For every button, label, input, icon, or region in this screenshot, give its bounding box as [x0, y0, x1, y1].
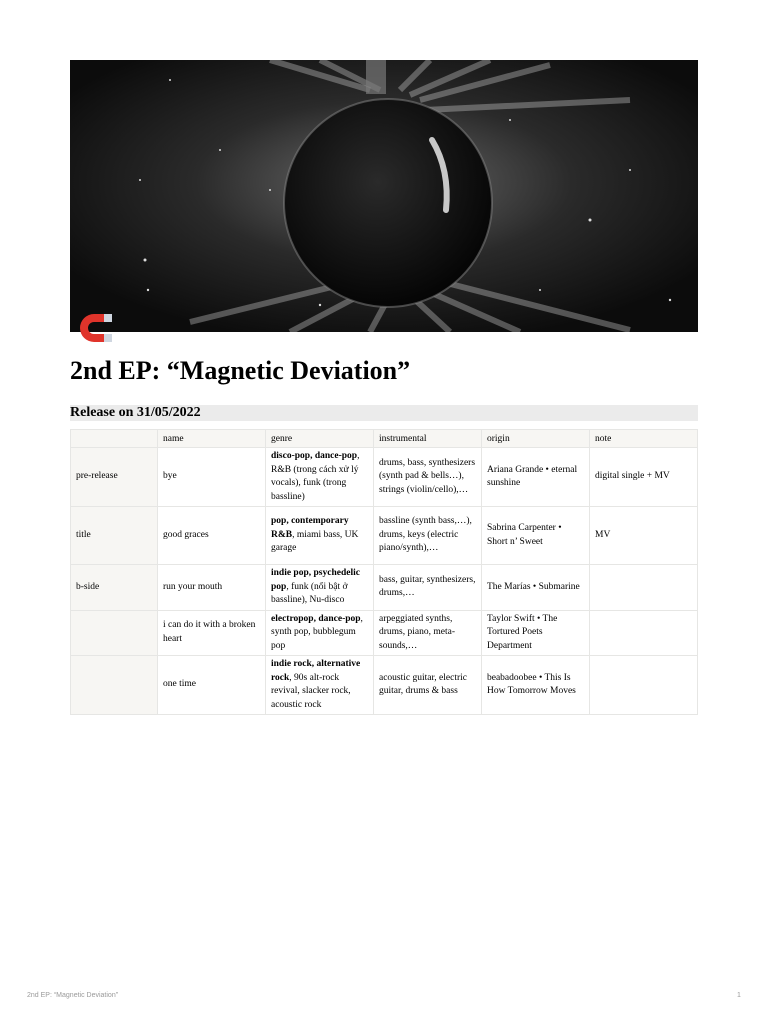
cell-genre [266, 610, 374, 656]
magnet-icon [72, 309, 116, 349]
cell-instrumental: acoustic guitar, electric guitar, drums & bass [374, 656, 482, 715]
table-row [71, 565, 698, 611]
cell-origin: Ariana Grande • eternal sunshine [482, 448, 590, 507]
cell-type: pre-release [71, 448, 158, 507]
genre-rest: , miami bass, UK garage [271, 529, 359, 554]
genre-bold: pop, contemporary R&B [271, 516, 349, 540]
header-instrumental: instrumental [374, 430, 482, 448]
cell-type: b-side [71, 565, 158, 611]
cell-name: i can do it with a broken heart [158, 610, 266, 656]
cell-name: run your mouth [158, 565, 266, 611]
cell-name: one time [158, 656, 266, 715]
cell-genre [266, 656, 374, 715]
cell-type: title [71, 507, 158, 565]
cell-genre [266, 448, 374, 507]
page-number: 1 [737, 992, 741, 999]
cell-name: good graces [158, 507, 266, 565]
cell-genre [266, 507, 374, 565]
cell-origin: The Marías • Submarine [482, 565, 590, 611]
header-note: note [590, 430, 698, 448]
cell-instrumental: bass, guitar, synthesizers, drums,… [374, 565, 482, 611]
genre-rest: , R&B (trong cách xử lý vocals), funk (trong bassline) [271, 451, 360, 502]
cell-genre [266, 565, 374, 611]
cell-instrumental: drums, bass, synthesizers (synth pad & bells…), strings (violin/cello),… [374, 448, 482, 507]
cell-origin: Sabrina Carpenter • Short n’ Sweet [482, 507, 590, 565]
table-row [71, 507, 698, 565]
genre-bold: disco-pop, dance-pop [271, 451, 358, 461]
cell-type [71, 610, 158, 656]
page-title: 2nd EP: “Magnetic Deviation” [70, 356, 411, 385]
genre-bold: indie pop, psychedelic pop [271, 568, 360, 592]
cell-type [71, 656, 158, 715]
cell-note: digital single + MV [590, 448, 698, 507]
genre-rest: , funk (nổi bật ở bassline), Nu-disco [271, 581, 348, 605]
cell-note [590, 565, 698, 611]
table-row [71, 448, 698, 507]
cell-note [590, 610, 698, 656]
release-heading: Release on 31/05/2022 [70, 405, 698, 421]
header-type [71, 430, 158, 448]
footer-title: 2nd EP: “Magnetic Deviation” [27, 992, 119, 999]
table-row [71, 656, 698, 715]
cell-origin: beabadoobee • This Is How Tomorrow Moves [482, 656, 590, 715]
header-name: name [158, 430, 266, 448]
cell-instrumental: bassline (synth bass,…), drums, keys (electric piano/synth),… [374, 507, 482, 565]
cell-note [590, 656, 698, 715]
genre-rest: , synth pop, bubblegum pop [271, 613, 363, 651]
cell-instrumental: arpeggiated synths, drums, piano, meta-sounds,… [374, 610, 482, 656]
cell-origin: Taylor Swift • The Tortured Poets Department [482, 610, 590, 656]
genre-rest: , 90s alt-rock revival, slacker rock, acoustic rock [271, 672, 351, 710]
cell-note: MV [590, 507, 698, 565]
header-origin: origin [482, 430, 590, 448]
cover-image [70, 60, 698, 332]
genre-bold: indie rock, alternative rock [271, 659, 361, 683]
cell-name: bye [158, 448, 266, 507]
table-header-row [71, 430, 698, 448]
tracklist-table [70, 429, 698, 715]
genre-bold: electropop, dance-pop [271, 613, 361, 624]
header-genre: genre [266, 430, 374, 448]
table-row [71, 610, 698, 656]
